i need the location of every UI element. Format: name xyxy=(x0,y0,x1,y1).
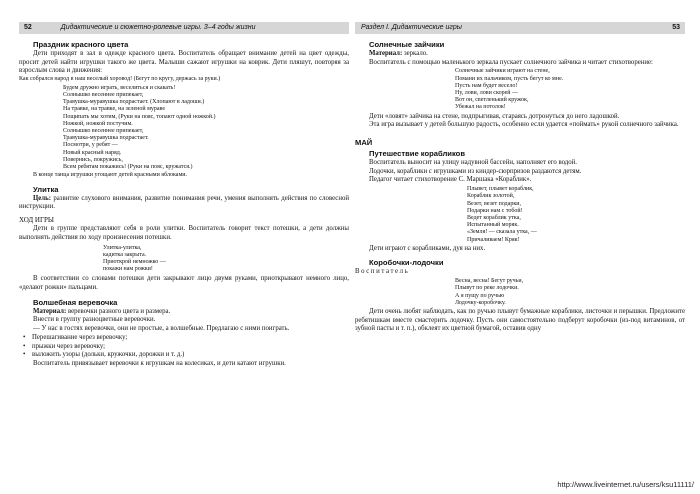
paragraph: В соответствии со словами потешки дети закрывают лицо двумя руками, приоткрывают немного лицо, «делают рожки» пальцами. xyxy=(19,275,349,292)
verse-korobochki xyxy=(355,278,685,307)
right-page xyxy=(355,22,685,482)
verse-line: Пощипать мы хотим, (Руки на пояс, топают одной ножкой.) xyxy=(63,113,216,120)
bullet-list xyxy=(19,334,349,360)
verse-line: Убежал на потолок! xyxy=(455,104,506,111)
left-running-title: Дидактические и сюжетно-ролевые игры. 3–4 годы жизни xyxy=(60,24,256,31)
verse-line: Лодочку-коробочку. xyxy=(455,299,506,306)
verse-zaichiki xyxy=(355,68,685,111)
paragraph: Эта игра вызывает у детей большую радость, особенно если удается «поймать» рукой солнечного зайчика. xyxy=(369,121,679,129)
verse-line: кадитка закрыта. xyxy=(103,251,147,258)
verse-line: Пусть нам будет весело! xyxy=(455,82,518,89)
paragraph: Воспитатель привязывает веревочки к игрушкам на колесиках, и дети катают игрушки. xyxy=(33,359,286,367)
verse-line: Ножкой, ножкой постучим. xyxy=(63,120,133,127)
paragraph: Воспитатель выносит на улицу надувной бассейн, наполняет его водой. xyxy=(369,159,578,167)
verse-line: Плывут по реке лодочки. xyxy=(455,285,519,292)
left-page xyxy=(19,22,349,482)
material-label: Материал: xyxy=(369,50,403,57)
verse-ulitka xyxy=(19,245,349,274)
left-page-header xyxy=(19,22,349,34)
left-page-number: 52 xyxy=(24,24,32,31)
verse-line: Новый красный наряд. xyxy=(63,149,122,156)
list-item: • прыжки через веревочку; xyxy=(32,343,349,352)
paragraph: Педагог читает стихотворение С. Маршака «Кораблик». xyxy=(369,176,532,184)
month-heading: МАЙ xyxy=(355,138,373,148)
verse-line: покажи нам рожки! xyxy=(103,266,153,273)
verse-line: Причаливаем! Кряк! xyxy=(467,236,520,243)
paragraph: Дети играют с корабликами, дуя на них. xyxy=(369,244,486,252)
verse-line: Всем ребятам покажись! (Руки на пояс, кружатся.) xyxy=(63,163,193,170)
paragraph: В конце танца игрушки угощают детей красными яблоками. xyxy=(33,172,187,179)
material-label: Материал: xyxy=(33,307,67,315)
verse-line: Солнышко весеннее припекает, xyxy=(63,127,144,134)
verse-korabliki xyxy=(355,186,685,244)
verse-line: А я пущу по ручью xyxy=(455,292,505,299)
verse-line: «Земля! — сказала утка, — xyxy=(467,229,537,236)
verse-line: Травушка-муравушка подрастает. (Хлопают в ладоши.) xyxy=(63,99,205,106)
verse-line: Испытанный моряк. xyxy=(467,222,519,229)
verse-line: На травке, на травке, на зеленой мураве xyxy=(63,106,166,113)
material-text: зеркало. xyxy=(403,50,428,57)
section-title-korabliki: Путешествие корабликов xyxy=(369,149,465,159)
paragraph: — У нас в гостях веревочки, они не простые, а волшебные. Предлагаю с ними поиграть. xyxy=(33,325,290,333)
paragraph: Дети приходят в зал в одежде красного цвета. Воспитатель обращает внимание детей на цвет одежды, просит детей найти игрушки такого же цвета. Малыши сажают игрушки на коврик. Дети пляшут, повторяя за взрослым слова и движения: xyxy=(19,50,349,75)
right-page-number: 53 xyxy=(672,24,680,31)
watermark-url: http://www.liveinternet.ru/users/ksu11111/ xyxy=(557,480,694,489)
verse-krasny xyxy=(19,85,349,171)
verse-line: Плывет, плывет кораблик, xyxy=(467,186,534,193)
goal-label: Цель: xyxy=(33,194,51,202)
goal-text: развитие слухового внимания, развитие понимания речи, умения выполнять действия по словесной инструкции. xyxy=(19,194,349,211)
paragraph: Внести в группу разноцветные веревочки. xyxy=(33,316,156,324)
paragraph: Дети «ловят» зайчика на стене, подпрыгивая, стараясь дотронуться до него ладошкой. xyxy=(369,112,620,120)
verse-line: Кораблик золотой, xyxy=(467,193,515,200)
verse-line: Посмотри, у ребят — xyxy=(63,142,118,149)
section-title-zaichiki: Солнечные зайчики xyxy=(369,40,445,49)
verse-line: Помани их пальчиком, пусть бегут ко мне. xyxy=(455,75,564,82)
list-item: • Перешагивание через веревочку; xyxy=(32,334,349,343)
verse-line: Будем дружно играть, веселиться и скакать! xyxy=(63,84,176,91)
verse-line: Весна, весна! Бегут ручьи, xyxy=(455,278,524,285)
goal-paragraph xyxy=(19,195,349,212)
verse-line: Улитка-улитка, xyxy=(103,244,142,251)
section-title-ulitka: Улитка xyxy=(33,184,59,194)
speaker-label: Воспитатель xyxy=(355,268,410,276)
list-item: • выложить узоры (дольки, кружочки, дорожки и т. д.) xyxy=(32,351,349,360)
verse-line: Подарки нам с тобой! xyxy=(467,207,523,214)
verse-line: Травушка-муравушка подрастает. xyxy=(63,135,149,142)
right-page-header xyxy=(355,22,685,34)
verse-line: Везет, везет подарки, xyxy=(467,200,522,207)
paragraph-intro-line: Как собрался народ в наш веселый хоровод! (Бегут по кругу, держась за руки.) xyxy=(19,76,221,83)
material-paragraph xyxy=(355,50,685,59)
verse-line: Приоткрой немножко — xyxy=(103,258,166,265)
right-page-body xyxy=(355,39,685,334)
section-title-verevochka: Волшебная веревочка xyxy=(33,297,118,307)
material-paragraph xyxy=(19,308,349,317)
paragraph: Дети в группе представляют себя в роли улитки. Воспитатель говорит текст потешки, а дети должны выполнять действия по ходу произнесения потешки. xyxy=(19,225,349,241)
verse-line: Ведет кораблик утка, xyxy=(467,214,521,221)
section-title-korobochki: Коробочки-лодочки xyxy=(369,258,444,268)
verse-line: Ну, лови, лови скорей — xyxy=(455,90,518,97)
verse-line: Вот он, светленький кружок, xyxy=(455,97,529,104)
paragraph: Лодочки, кораблики с игрушками из киндер-сюрпризов раздаются детям. xyxy=(369,167,582,175)
verse-line: Солнечные зайчики играют на стене, xyxy=(455,68,550,75)
plain-heading: ХОД ИГРЫ xyxy=(19,216,55,225)
paragraph: Дети очень любят наблюдать, как по ручью плывут бумажные кораблики, листочки и перышки. Предложите ребятишкам вместе смастерить лодочку. Пусть они самостоятельно подберут коробочки (из-под витаминов, от зубной пасты и т. п.), обклеят их цветной бумагой, оставив одну xyxy=(355,307,685,333)
section-title-krasny: Праздник красного цвета xyxy=(33,40,129,49)
material-text: веревочки разного цвета и размера. xyxy=(67,307,171,315)
verse-line: Солнышко весеннее припекает, xyxy=(63,91,144,98)
left-page-body xyxy=(19,39,349,369)
right-running-title: Раздел I. Дидактические игры xyxy=(361,24,462,31)
verse-line: Повернись, покружись, xyxy=(63,156,123,163)
paragraph: Воспитатель с помощью маленького зеркала пускает солнечного зайчика и читает стихотворение: xyxy=(369,58,653,66)
